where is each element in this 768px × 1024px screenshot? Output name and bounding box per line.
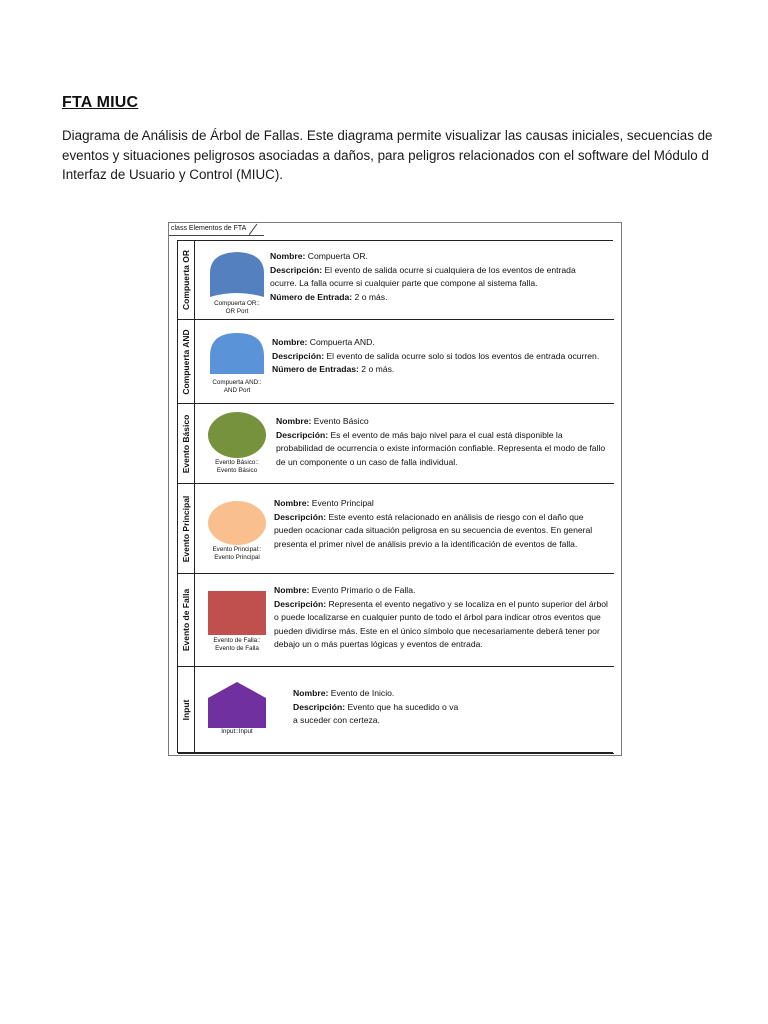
and-gate-icon — [202, 332, 272, 382]
element-description — [270, 250, 600, 304]
failure-event-shape — [202, 589, 272, 669]
description-value: Evento que ha sucedido o va a suceder con certeza. — [293, 701, 459, 725]
name-value: Compuerta AND. — [307, 337, 375, 347]
name-value: Evento Básico — [311, 416, 369, 426]
or-gate-icon — [210, 252, 264, 297]
name-value: Evento Primario o de Falla. — [309, 585, 416, 595]
basic-event-shape — [202, 411, 272, 491]
name-label: Nombre: — [274, 498, 310, 508]
input-shape — [202, 681, 272, 761]
document-title: FTA MIUC — [62, 94, 139, 111]
basic-event-icon — [202, 411, 272, 461]
fta-elements-diagram — [168, 222, 622, 756]
description-value: El evento de salida ocurre solo si todos los eventos de entrada ocurren. — [324, 350, 600, 361]
frame-tab-corner — [249, 223, 259, 235]
shape-caption-line: Evento de Falla:: — [213, 637, 261, 644]
name-label: Nombre: — [276, 416, 312, 426]
principal-event-icon — [202, 500, 272, 550]
name-value: Evento de Inicio. — [328, 688, 395, 698]
row-principal-event — [178, 484, 614, 574]
description-label: Descripción: — [272, 350, 325, 361]
shape-caption-line: Evento Principal:: — [212, 546, 262, 553]
lane-evento-basico — [178, 404, 195, 483]
description-value: Representa el evento negativo y se localiza en el punto superior del árbol o puede localizarse en cualquier punto de todo el árbol para indicar otros eventos que pueden dividirse más. Este en el único símbolo que necesariamente deberá tener por debajo un o más puertas lógicas y eventos de entrada. — [274, 598, 608, 649]
inputs-value: 2 o más. — [358, 364, 395, 374]
lane-compuerta-or — [178, 241, 195, 319]
and-gate-shape — [202, 332, 272, 412]
lane-label: Compuerta AND — [181, 328, 191, 395]
or-gate-shape — [202, 251, 272, 331]
shape-caption-line: Compuerta OR:: — [214, 300, 260, 307]
diagram-rows — [177, 240, 613, 753]
description-value: Este evento está relacionado en análisis de riesgo con el daño que pueden ocacionar cada situación peligrosa en su secuencia de eventos. En general presenta el primer nivel de análisis previo a la identificación de eventos de falla. — [274, 511, 593, 549]
element-description — [293, 687, 463, 728]
name-value: Compuerta OR. — [305, 251, 368, 261]
description-label: Descripción: — [270, 264, 323, 275]
name-label: Nombre: — [272, 337, 308, 347]
description-label: Descripción: — [293, 701, 346, 712]
lane-label: Evento de Falla — [181, 588, 191, 652]
lane-label: Evento Básico — [181, 414, 191, 473]
row-basic-event — [178, 404, 614, 484]
description-label: Descripción: — [274, 511, 327, 522]
lane-evento-de-falla — [178, 574, 195, 666]
element-description — [274, 584, 608, 652]
shape-caption-line: Compuerta AND:: — [212, 379, 262, 386]
shape-caption-line: Evento Básico — [216, 467, 258, 474]
lane-label: Compuerta OR — [181, 250, 191, 310]
description-value: El evento de salida ocurre si cualquiera de los eventos de entrada ocurre. La falla ocurre si cualquier parte que compone al sistema falla. — [270, 264, 576, 288]
inputs-value: 2 o más. — [352, 291, 388, 302]
row-input — [178, 667, 614, 754]
document-intro-paragraph: Diagrama de Análisis de Árbol de Fallas. Este diagrama permite visualizar las causas iniciales, secuencias de eventos y situaciones peligrosos asociadas a daños, para peligros relacionados con el software del Módulo d Interfaz de Usuario y Control (MIUC). — [62, 128, 713, 182]
shape-caption-line: OR Port — [225, 308, 249, 315]
name-label: Nombre: — [293, 688, 329, 698]
row-failure-event — [178, 574, 614, 667]
description-label: Descripción: — [274, 598, 327, 609]
inputs-label: Número de Entrada: — [270, 291, 353, 302]
lane-evento-principal — [178, 484, 195, 573]
row-or-gate — [178, 241, 614, 320]
inputs-label: Número de Entradas: — [272, 364, 359, 374]
shape-caption-line: Evento de Falla — [215, 645, 259, 652]
input-icon — [202, 681, 272, 731]
name-label: Nombre: — [274, 585, 310, 595]
row-and-gate — [178, 320, 614, 404]
failure-event-icon — [202, 589, 272, 639]
description-label: Descripción: — [276, 429, 329, 440]
diagram-frame-label: class Elementos de FTA — [169, 223, 264, 236]
or-gate-icon — [202, 251, 272, 301]
shape-caption-line: Input::Input — [221, 728, 253, 735]
element-description — [276, 415, 606, 469]
lane-compuerta-and — [178, 320, 195, 403]
name-label: Nombre: — [270, 251, 306, 261]
lane-label: Input — [181, 699, 191, 721]
principal-event-shape — [202, 500, 272, 580]
element-description — [274, 497, 608, 551]
name-value: Evento Principal — [309, 498, 374, 508]
description-value: Es el evento de más bajo nivel para el cual está disponible la probabilidad de ocurrencia o existe información confiable. Representa el modo de fallo de un componente o un caso de falla individual. — [276, 429, 606, 467]
lane-label: Evento Principal — [181, 495, 191, 562]
shape-caption-line: Evento Principal — [214, 554, 260, 561]
element-description — [272, 336, 602, 377]
shape-caption-line: AND Port — [223, 387, 251, 394]
shape-caption-line: Evento Básico:: — [215, 459, 259, 466]
lane-input — [178, 667, 195, 753]
